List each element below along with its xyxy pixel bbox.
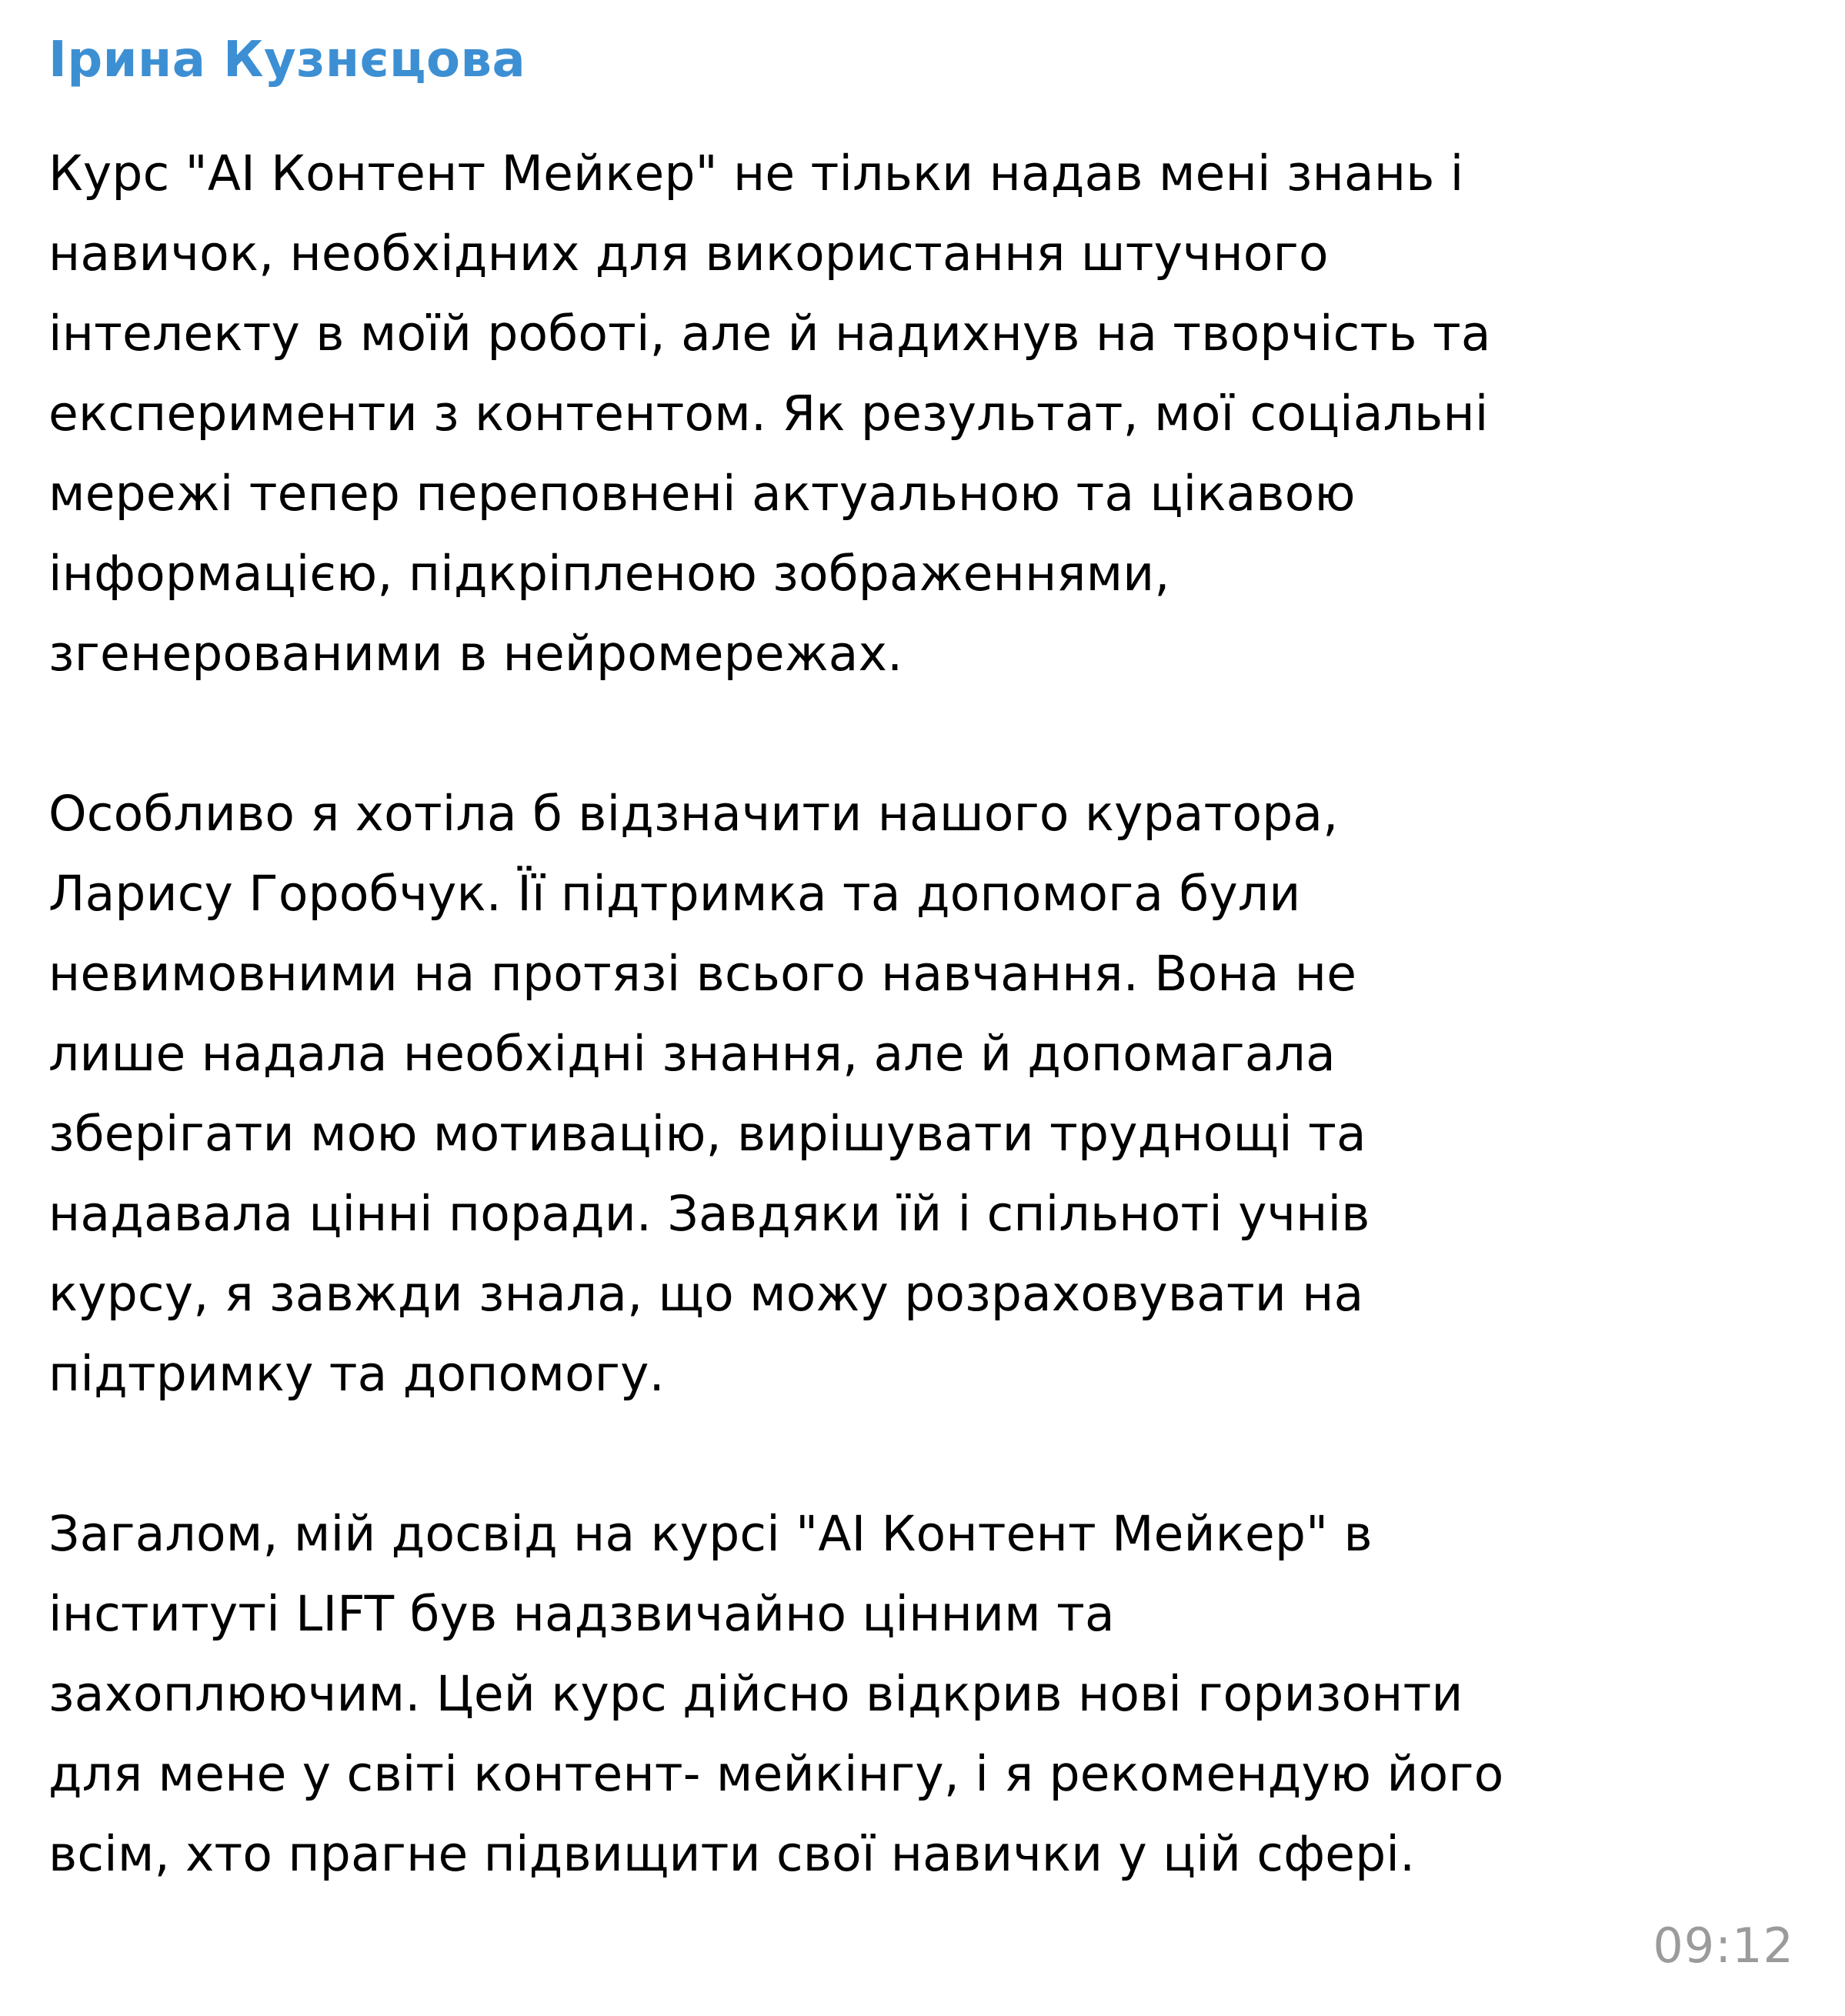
message-line: інформацією, підкріпленою зображеннями, — [48, 546, 1170, 602]
message-line: надавала цінні поради. Завдяки їй і спільноті учнів — [48, 1186, 1370, 1242]
message-timestamp: 09:12 — [1653, 1918, 1794, 1974]
message-line: згенерованими в нейромережах. — [48, 626, 903, 682]
message-line: зберігати мою мотивацію, вирішувати труднощі та — [48, 1106, 1366, 1162]
message-line: Курс "АІ Контент Мейкер" не тільки надав мені знань і — [48, 145, 1464, 202]
message-line: Особливо я хотіла б відзначити нашого куратора, — [48, 786, 1339, 842]
message-line: для мене у світі контент- мейкінгу, і я рекомендую його — [48, 1746, 1504, 1802]
message-line: інституті LIFT був надзвичайно цінним та — [48, 1586, 1115, 1642]
paragraph — [48, 134, 1799, 694]
paragraph — [48, 1494, 1799, 1894]
message-line: підтримку та допомогу. — [48, 1346, 665, 1402]
message-line: лише надала необхідні знання, але й допомагала — [48, 1026, 1336, 1082]
message-line: невимовними на протязі всього навчання. Вона не — [48, 946, 1357, 1002]
message-line: мережі тепер переповнені актуальною та цікавою — [48, 466, 1356, 522]
message-line: інтелекту в моїй роботі, але й надихнув на творчість та — [48, 305, 1491, 362]
message-line: Ларису Горобчук. Її підтримка та допомога були — [48, 866, 1301, 922]
message-line: курсу, я завжди знала, що можу розраховувати на — [48, 1266, 1364, 1322]
sender-name[interactable]: Ірина Кузнєцова — [48, 32, 526, 88]
message-line: захоплюючим. Цей курс дійсно відкрив нові горизонти — [48, 1666, 1463, 1722]
message-line: всім, хто прагне підвищити свої навички у цій сфері. — [48, 1826, 1416, 1882]
paragraph — [48, 774, 1799, 1414]
message-text — [48, 134, 1799, 1894]
message-line: експерименти з контентом. Як результат, мої соціальні — [48, 386, 1489, 442]
message-line: Загалом, мій досвід на курсі "АІ Контент Мейкер" в — [48, 1506, 1373, 1562]
message-line: навичок, необхідних для використання штучного — [48, 225, 1329, 282]
